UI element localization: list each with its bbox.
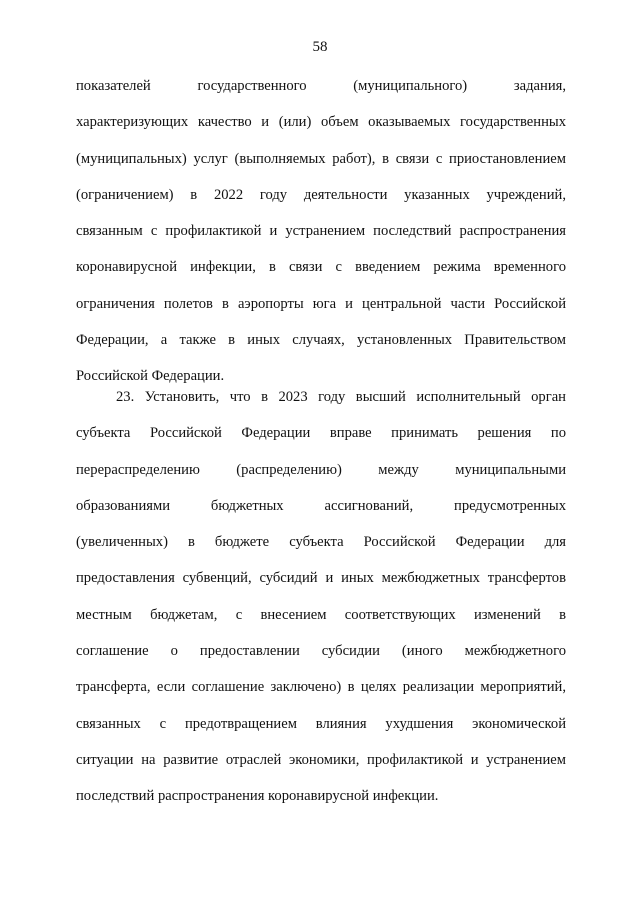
page-number: 58 (312, 39, 328, 55)
text-line: связанных с предотвращением влияния ухудшения экономической (76, 715, 566, 732)
text-line: характеризующих качество и (или) объем оказываемых государственных (76, 114, 566, 131)
text-line: ограничения полетов в аэропорты юга и центральной части Российской (76, 295, 566, 312)
text-line: соглашение о предоставлении субсидии (иного межбюджетного (76, 643, 566, 660)
text-line: коронавирусной инфекции, в связи с введением режима временного (76, 259, 566, 276)
text-line: связанным с профилактикой и устранением последствий распространения (76, 223, 566, 240)
paragraph-continuation (76, 76, 566, 403)
text-line: 23. Установить, что в 2023 году высший исполнительный орган (116, 389, 566, 405)
text-line: образованиями бюджетных ассигнований, предусмотренных (76, 497, 566, 514)
text-line: Федерации, а также в иных случаях, установленных Правительством (76, 332, 566, 349)
text-line: (ограничением) в 2022 году деятельности указанных учреждений, (76, 186, 566, 203)
text-line: трансферта, если соглашение заключено) в целях реализации мероприятий, (76, 679, 566, 696)
text-line: показателей государственного (муниципального) задания, (76, 78, 566, 94)
text-line: местным бюджетам, с внесением соответствующих изменений в (76, 606, 566, 623)
text-line: ситуации на развитие отраслей экономики, профилактикой и устранением (76, 751, 566, 768)
text-line: последствий распространения коронавирусной инфекции. (76, 788, 439, 805)
text-line: Российской Федерации. (76, 368, 225, 385)
text-line: предоставления субвенций, субсидий и иных межбюджетных трансфертов (76, 570, 566, 587)
text-line: перераспределению (распределению) между муниципальными (76, 461, 566, 478)
paragraph-23 (76, 387, 566, 823)
text-line: (увеличенных) в бюджете субъекта Российской Федерации для (76, 534, 566, 551)
text-line: (муниципальных) услуг (выполняемых работ), в связи с приостановлением (76, 150, 566, 167)
text-line: субъекта Российской Федерации вправе принимать решения по (76, 425, 566, 442)
